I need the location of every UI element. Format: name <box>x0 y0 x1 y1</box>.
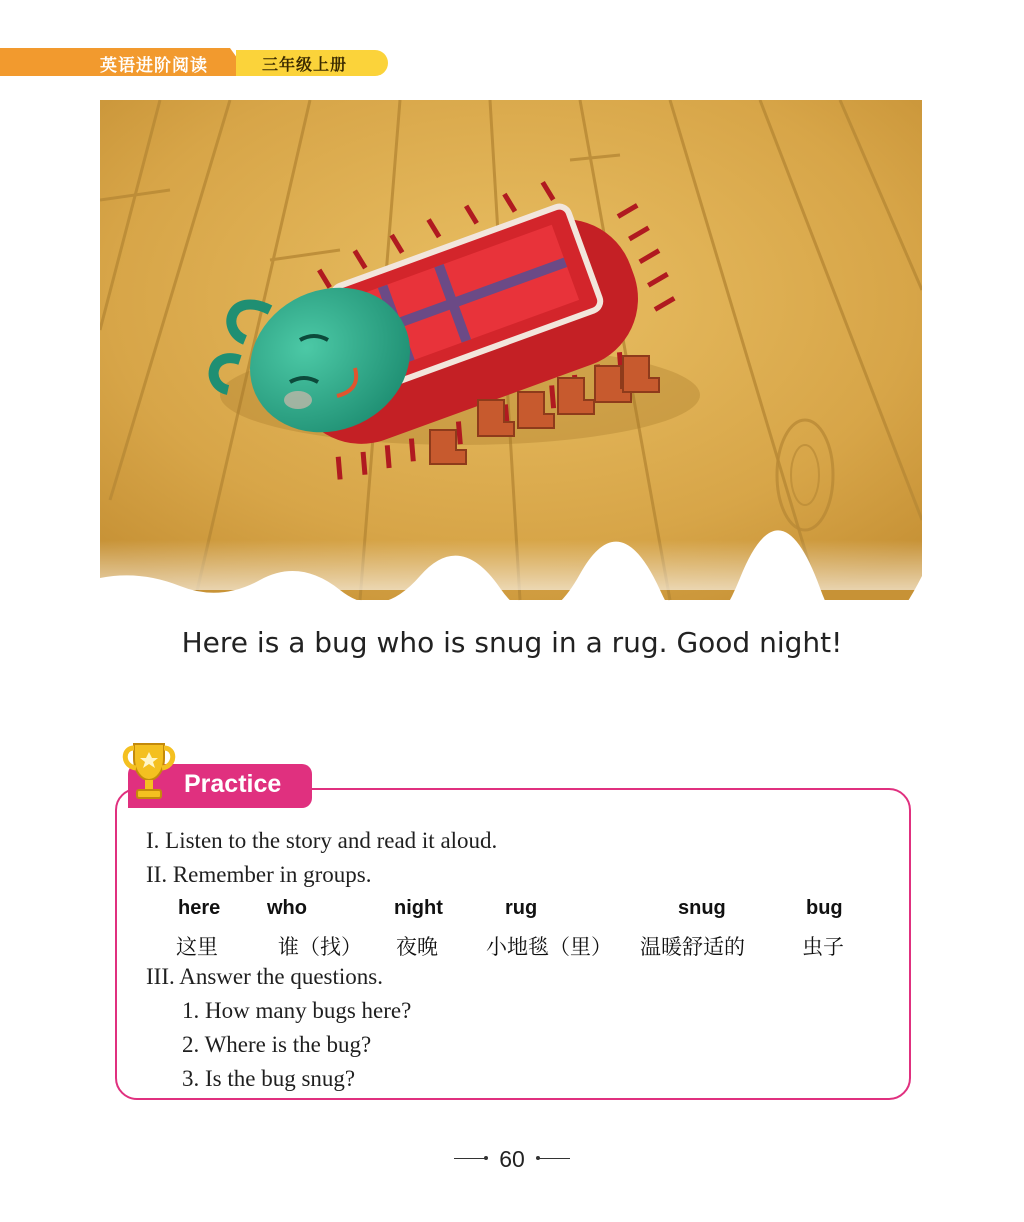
page-number-footer <box>454 1146 570 1172</box>
instruction-remember: II. Remember in groups. <box>146 862 372 887</box>
trophy-icon <box>118 738 180 808</box>
vocab-word-here: here <box>178 897 221 919</box>
vocab-word-night: night <box>394 897 443 919</box>
vocab-cn-here: 这里 <box>176 935 218 959</box>
vocab-word-rug: rug <box>505 897 538 919</box>
book-title: 英语进阶阅读 <box>100 56 208 76</box>
practice-title: Practice <box>184 770 282 798</box>
vocab-cn-bug: 虫子 <box>802 935 844 959</box>
bug-in-rug-illustration <box>100 100 922 628</box>
vocab-cn-night: 夜晚 <box>396 935 438 959</box>
vocab-cn-snug: 温暖舒适的 <box>640 935 745 959</box>
footer-rule-left <box>454 1158 486 1159</box>
vocab-word-bug: bug <box>806 897 843 919</box>
page-number: 60 <box>499 1146 525 1172</box>
grade-label: 三年级上册 <box>262 55 348 74</box>
vocab-cn-who: 谁（找） <box>278 935 362 959</box>
vocab-cn-rug: 小地毯（里） <box>486 935 612 959</box>
question-2: 2. Where is the bug? <box>182 1032 372 1057</box>
story-caption: Here is a bug who is snug in a rug. Good night! <box>181 626 843 659</box>
instruction-answer: III. Answer the questions. <box>146 964 383 989</box>
header-banner <box>0 48 400 78</box>
question-1: 1. How many bugs here? <box>182 998 412 1023</box>
instruction-listen: I. Listen to the story and read it aloud. <box>146 828 498 853</box>
vocab-word-who: who <box>267 897 307 919</box>
question-3: 3. Is the bug snug? <box>182 1066 356 1091</box>
footer-dot-left <box>484 1156 488 1160</box>
vocab-word-snug: snug <box>678 897 726 919</box>
footer-rule-right <box>538 1158 570 1159</box>
